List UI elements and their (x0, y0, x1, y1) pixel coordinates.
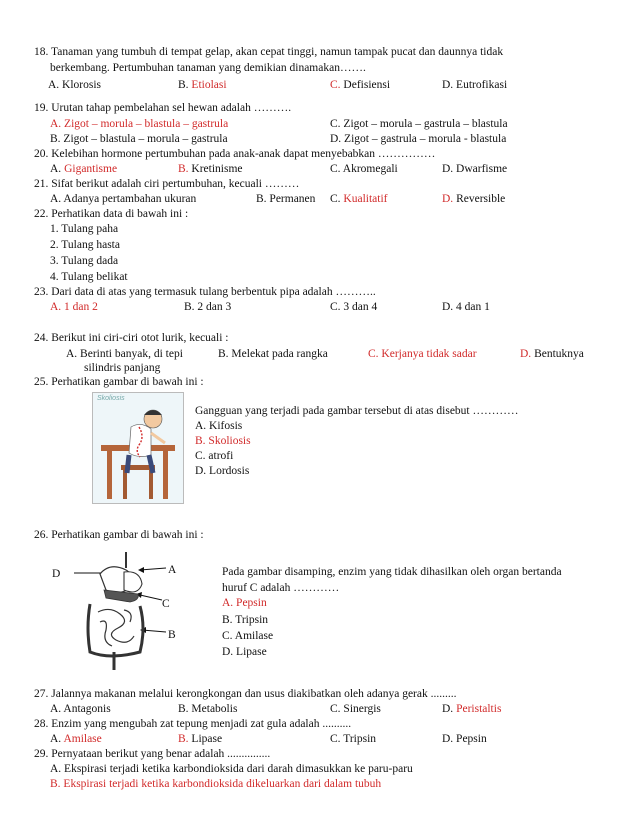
q22-item: 3. Tulang dada (50, 255, 119, 267)
q27-text: 27. Jalannya makanan melalui kerongkongan dan usus diakibatkan oleh adanya gerak ......... (34, 688, 457, 700)
q26-option-b: B. Tripsin (222, 614, 269, 626)
digestive-system-icon (70, 548, 180, 676)
q29-option-b: B. Ekspirasi terjadi ketika karbondioksida dikeluarkan dari dalam tubuh (50, 778, 382, 790)
q20-option-b: B. Kretinisme (178, 163, 243, 175)
q26-option-c: C. Amilase (222, 630, 274, 642)
student-desk-icon (93, 393, 183, 503)
q22-text: 22. Perhatikan data di bawah ini : (34, 208, 189, 220)
q21-option-a: A. Adanya pertambahan ukuran (50, 193, 197, 205)
q20-option-a: A. Gigantisme (50, 163, 118, 175)
q24-option-b: B. Melekat pada rangka (218, 348, 328, 360)
q25-option-c: C. atrofi (195, 450, 234, 462)
q24-option-a: A. Berinti banyak, di tepi (66, 348, 183, 360)
q24-text: 24. Berikut ini ciri-ciri otot lurik, kecuali : (34, 332, 229, 344)
q23-option-d: D. 4 dan 1 (442, 301, 490, 313)
q26-question-line1: Pada gambar disamping, enzim yang tidak dihasilkan oleh organ bertanda (222, 566, 562, 578)
q20-text: 20. Kelebihan hormone pertumbuhan pada anak-anak dapat menyebabkan …………… (34, 148, 436, 160)
q18-option-c: C. Defisiensi (330, 79, 391, 91)
q22-item: 4. Tulang belikat (50, 271, 128, 283)
q23-option-b: B. 2 dan 3 (184, 301, 232, 313)
q25-option-b: B. Skoliosis (195, 435, 251, 447)
q28-option-a: A. Amilase (50, 733, 102, 745)
q18-text-line2: berkembang. Pertumbuhan tanaman yang demikian dinamakan……. (50, 62, 366, 74)
q28-text: 28. Enzim yang mengubah zat tepung menjadi zat gula adalah .......... (34, 718, 352, 730)
q28-option-b: B. Lipase (178, 733, 223, 745)
skoliosis-illustration (92, 392, 184, 504)
q27-option-a: A. Antagonis (50, 703, 111, 715)
q24-option-d: D. Bentuknya (520, 348, 584, 360)
q28-option-d: D. Pepsin (442, 733, 487, 745)
q23-option-c: C. 3 dan 4 (330, 301, 378, 313)
q27-option-c: C. Sinergis (330, 703, 381, 715)
q22-item: 1. Tulang paha (50, 223, 119, 235)
q25-option-d: D. Lordosis (195, 465, 250, 477)
q19-option-a: A. Zigot – morula – blastula – gastrula (50, 118, 229, 130)
q19-option-b: B. Zigot – blastula – morula – gastrula (50, 133, 228, 145)
q21-option-c: C. Kualitatif (330, 193, 388, 205)
q21-option-d: D. Reversible (442, 193, 506, 205)
q21-option-b: B. Permanen (256, 193, 316, 205)
q29-option-a: A. Ekspirasi terjadi ketika karbondioksida dari darah dimasukkan ke paru-paru (50, 763, 413, 775)
q19-option-d: D. Zigot – gastrula – morula - blastula (330, 133, 507, 145)
diagram-label-a: A (168, 564, 177, 576)
q28-option-c: C. Tripsin (330, 733, 377, 745)
q26-option-d: D. Lipase (222, 646, 267, 658)
q27-option-b: B. Metabolis (178, 703, 238, 715)
q18-option-d: D. Eutrofikasi (442, 79, 508, 91)
q19-option-c: C. Zigot – morula – gastrula – blastula (330, 118, 508, 130)
q25-option-a: A. Kifosis (195, 420, 243, 432)
q24-option-c: C. Kerjanya tidak sadar (368, 348, 477, 360)
q23-option-a: A. 1 dan 2 (50, 301, 98, 313)
q18-option-a: A. Klorosis (48, 79, 102, 91)
q19-text: 19. Urutan tahap pembelahan sel hewan adalah ………. (34, 102, 292, 114)
diagram-label-b: B (168, 629, 176, 641)
q25-question: Gangguan yang terjadi pada gambar tersebut di atas disebut ………… (195, 405, 519, 417)
q21-text: 21. Sifat berikut adalah ciri pertumbuhan, kecuali ……… (34, 178, 300, 190)
q20-option-c: C. Akromegali (330, 163, 398, 175)
q23-text: 23. Dari data di atas yang termasuk tulang berbentuk pipa adalah ……….. (34, 286, 376, 298)
q20-option-d: D. Dwarfisme (442, 163, 508, 175)
q26-text: 26. Perhatikan gambar di bawah ini : (34, 529, 204, 541)
diagram-label-d: D (52, 568, 61, 580)
q24-option-a-cont: silindris panjang (84, 362, 161, 374)
q25-text: 25. Perhatikan gambar di bawah ini : (34, 376, 204, 388)
image-caption: Skoliosis (97, 395, 125, 402)
q18-text-line1: 18. Tanaman yang tumbuh di tempat gelap, akan cepat tinggi, namun tampak pucat dan daunnya tidak (34, 46, 504, 58)
q22-item: 2. Tulang hasta (50, 239, 120, 251)
q26-option-a: A. Pepsin (222, 597, 267, 609)
q26-question-line2: huruf C adalah ………… (222, 582, 340, 594)
q18-option-b: B. Etiolasi (178, 79, 227, 91)
diagram-label-c: C (162, 598, 170, 610)
q29-text: 29. Pernyataan berikut yang benar adalah ............... (34, 748, 271, 760)
q27-option-d: D. Peristaltis (442, 703, 502, 715)
